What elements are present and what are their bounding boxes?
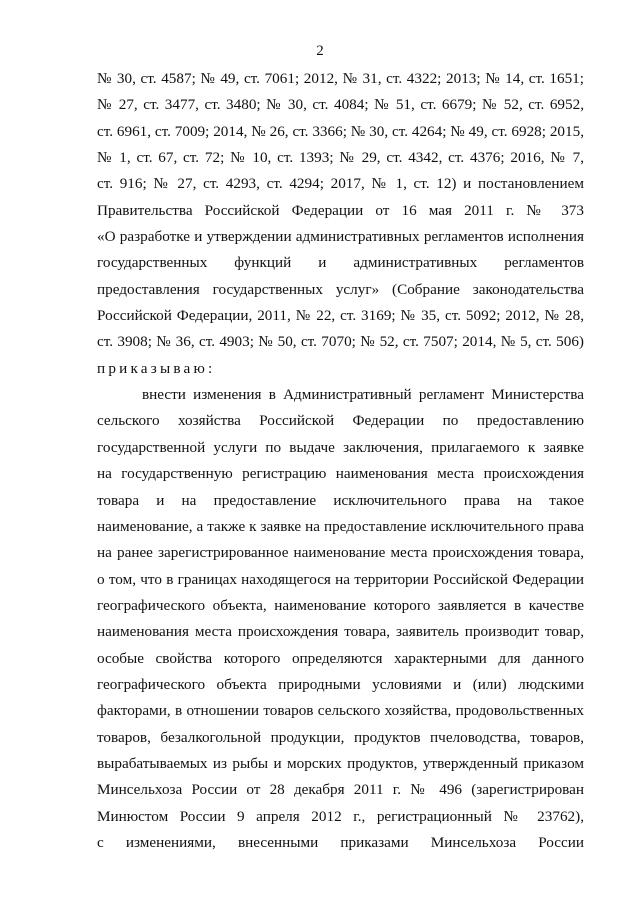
text-line: товара и на предоставление исключительного права на такое: [97, 491, 584, 509]
text-line: наименования места происхождения товара, заявитель производит товар,: [97, 623, 584, 641]
text-line: с изменениями, внесенными приказами Минсельхоза России: [97, 833, 584, 851]
text-line: особые свойства которого определяются характерными для данного: [97, 649, 584, 667]
text-line: вырабатываемых из рыбы и морских продуктов, утвержденный приказом: [97, 754, 584, 772]
text-line: на ранее зарегистрированное наименование места происхождения товара,: [97, 544, 584, 562]
text-line: географического объекта, наименование которого заявляется в качестве: [97, 596, 584, 614]
text-line: о том, что в границах находящегося на территории Российской Федерации: [97, 570, 584, 588]
text-line: сельского хозяйства Российской Федерации по предоставлению: [97, 412, 584, 430]
text-line: внести изменения в Административный регламент Министерства: [142, 386, 584, 404]
text-line: № 1, ст. 67, ст. 72; № 10, ст. 1393; № 29, ст. 4342, ст. 4376; 2016, № 7,: [97, 149, 584, 167]
text-line: Минюстом России 9 апреля 2012 г., регистрационный № 23762),: [97, 807, 584, 825]
text-line: наименование, а также к заявке на предоставление исключительного права: [97, 517, 584, 535]
text-line: товаров, безалкогольной продукции, продуктов пчеловодства, товаров,: [97, 728, 584, 746]
text-line: предоставления государственных услуг» (Собрание законодательства: [97, 280, 584, 298]
text-line: «О разработке и утверждении административных регламентов исполнения: [97, 228, 584, 246]
text-line: на государственную регистрацию наименования места происхождения: [97, 465, 584, 483]
text-line: ст. 6961, ст. 7009; 2014, № 26, ст. 3366; № 30, ст. 4264; № 49, ст. 6928; 2015,: [97, 122, 584, 140]
text-line: Минсельхоза России от 28 декабря 2011 г. № 496 (зарегистрирован: [97, 781, 584, 799]
text-line: ст. 3908; № 36, ст. 4903; № 50, ст. 7070; № 52, ст. 7507; 2014, № 5, ст. 506): [97, 333, 584, 351]
text-line: государственных функций и административных регламентов: [97, 254, 584, 272]
document-body: [97, 66, 584, 856]
text-line: Правительства Российской Федерации от 16 мая 2011 г. № 373: [97, 201, 584, 219]
text-line: государственной услуги по выдаче заключения, прилагаемого к заявке: [97, 438, 584, 456]
text-line: географического объекта природными условиями и (или) людскими: [97, 675, 584, 693]
text-line: факторами, в отношении товаров сельского хозяйства, продовольственных: [97, 702, 584, 720]
text-line: № 30, ст. 4587; № 49, ст. 7061; 2012, № 31, ст. 4322; 2013; № 14, ст. 1651;: [97, 70, 584, 87]
text-line: № 27, ст. 3477, ст. 3480; № 30, ст. 4084; № 51, ст. 6679; № 52, ст. 6952,: [97, 96, 584, 114]
order-word: приказываю:: [97, 359, 216, 377]
text-line: Российской Федерации, 2011, № 22, ст. 3169; № 35, ст. 5092; 2012, № 28,: [97, 307, 584, 325]
text-line: ст. 916; № 27, ст. 4293, ст. 4294; 2017, № 1, ст. 12) и постановлением: [97, 175, 584, 193]
page-number: 2: [316, 43, 324, 59]
